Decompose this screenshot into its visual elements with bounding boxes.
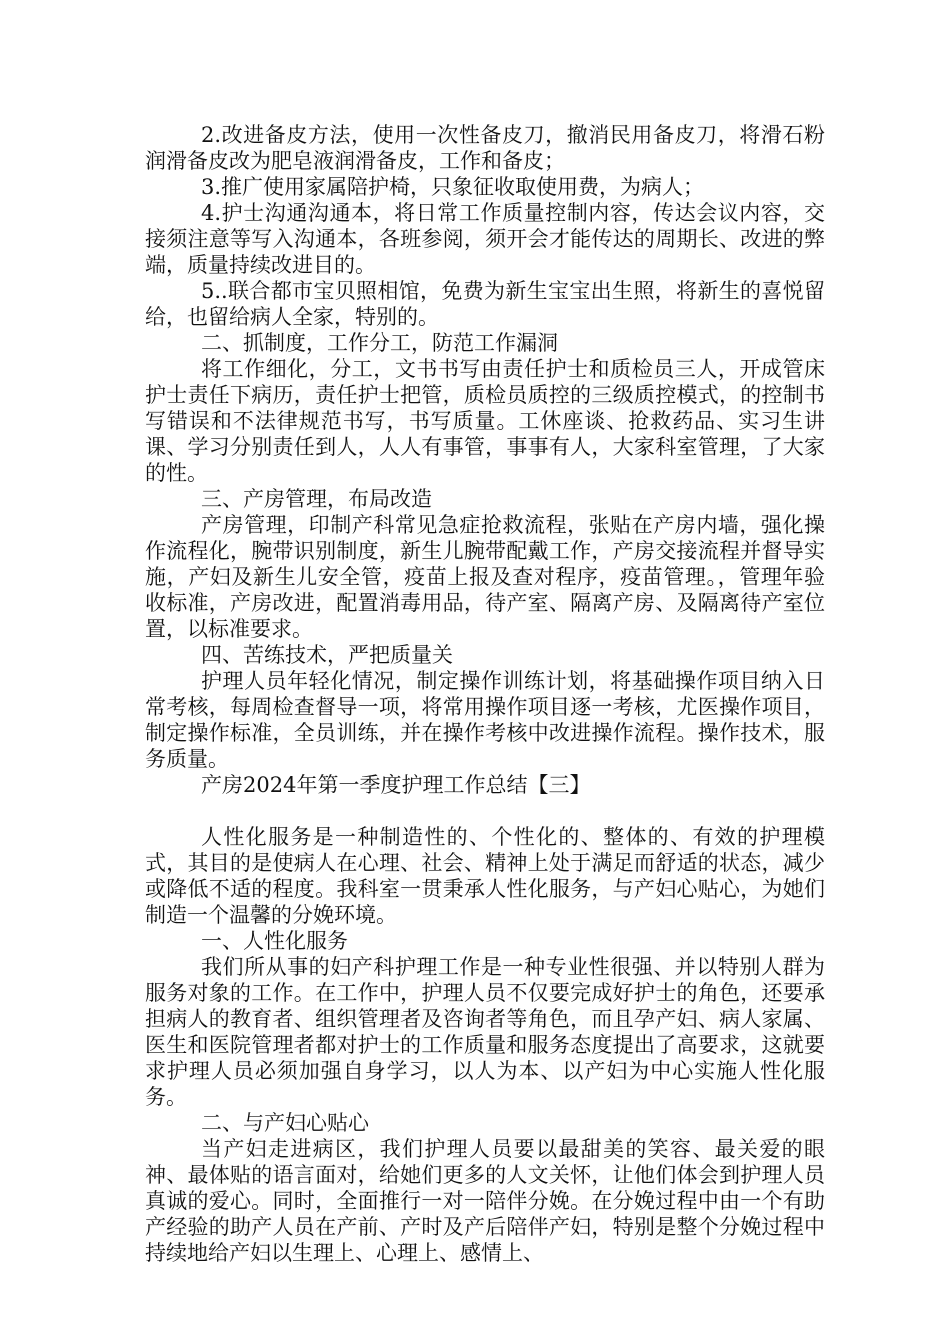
- section-heading-2: 二、抓制度，工作分工，防范工作漏洞: [201, 331, 558, 355]
- section-heading-3: 三、产房管理，布局改造: [201, 487, 432, 511]
- section-heading-humanized-service: 一、人性化服务: [201, 929, 348, 953]
- document-body: [145, 122, 825, 1266]
- blank-line: [145, 798, 825, 824]
- paragraph-item-4: 4.护士沟通沟通本，将日常工作质量控制内容，传达会议内容，交接须注意等写入沟通本，各班参阅，须开会才能传达的周期长、改进的弊端，质量持续改进目的。: [145, 201, 825, 277]
- report-title-3: 产房2024年第一季度护理工作总结【三】: [201, 773, 591, 797]
- paragraph-heart-to-heart: 当产妇走进病区，我们护理人员要以最甜美的笑容、最关爱的眼神、最体贴的语言面对，给她们更多的人文关怀，让他们体会到护理人员真诚的爱心。同时，全面推行一对一陪伴分娩。在分娩过程中由一个有助产经验的助产人员在产前、产时及产后陪伴产妇，特别是整个分娩过程中持续地给产妇以生理上、心理上、感情上、: [145, 1137, 825, 1265]
- paragraph-intro: 人性化服务是一种制造性的、个性化的、整体的、有效的护理模式，其目的是使病人在心理、社会、精神上处于满足而舒适的状态，减少或降低不适的程度。我科室一贯秉承人性化服务，与产妇心贴心，为她们制造一个温馨的分娩环境。: [145, 825, 825, 927]
- paragraph-item-5: 5..联合都市宝贝照相馆，免费为新生宝宝出生照，将新生的喜悦留给，也留给病人全家，特别的。: [145, 279, 825, 329]
- section-heading-heart-to-heart: 二、与产妇心贴心: [201, 1111, 369, 1135]
- paragraph-humanized-service: 我们所从事的妇产科护理工作是一种专业性很强、并以特别人群为服务对象的工作。在工作中，护理人员不仅要完成好护士的角色，还要承担病人的教育者、组织管理者及咨询者等角色，而且孕产妇、病人家属、医生和医院管理者都对护士的工作质量和服务态度提出了高要求，这就要求护理人员必须加强自身学习，以人为本、以产妇为中心实施人性化服务。: [145, 955, 825, 1109]
- paragraph-section-4: 护理人员年轻化情况，制定操作训练计划，将基础操作项目纳入日常考核，每周检查督导一项，将常用操作项目逐一考核，尤医操作项目，制定操作标准，全员训练，并在操作考核中改进操作流程。操作技术，服务质量。: [145, 669, 825, 771]
- paragraph-section-3: 产房管理，印制产科常见急症抢救流程，张贴在产房内墙，强化操作流程化，腕带识别制度，新生儿腕带配戴工作，产房交接流程并督导实施，产妇及新生儿安全管，疫苗上报及查对程序，疫苗管理。，管理年验收标准，产房改进，配置消毒用品，待产室、隔离产房、及隔离待产室位置，以标准要求。: [145, 513, 825, 641]
- paragraph-item-3: 3.推广使用家属陪护椅，只象征收取使用费，为病人；: [201, 175, 705, 199]
- section-heading-4: 四、苦练技术，严把质量关: [201, 643, 453, 667]
- paragraph-item-2: 2.改进备皮方法，使用一次性备皮刀，撤消民用备皮刀，将滑石粉润滑备皮改为肥皂液润滑备皮，工作和备皮；: [145, 123, 825, 173]
- paragraph-section-2: 将工作细化，分工，文书书写由责任护士和质检员三人，开成管床护士责任下病历，责任护士把管，质检员质控的三级质控模式，的控制书写错误和不法律规范书写，书写质量。工休座谈、抢救药品、实习生讲课、学习分别责任到人，人人有事管，事事有人，大家科室管理，了大家的性。: [145, 357, 825, 485]
